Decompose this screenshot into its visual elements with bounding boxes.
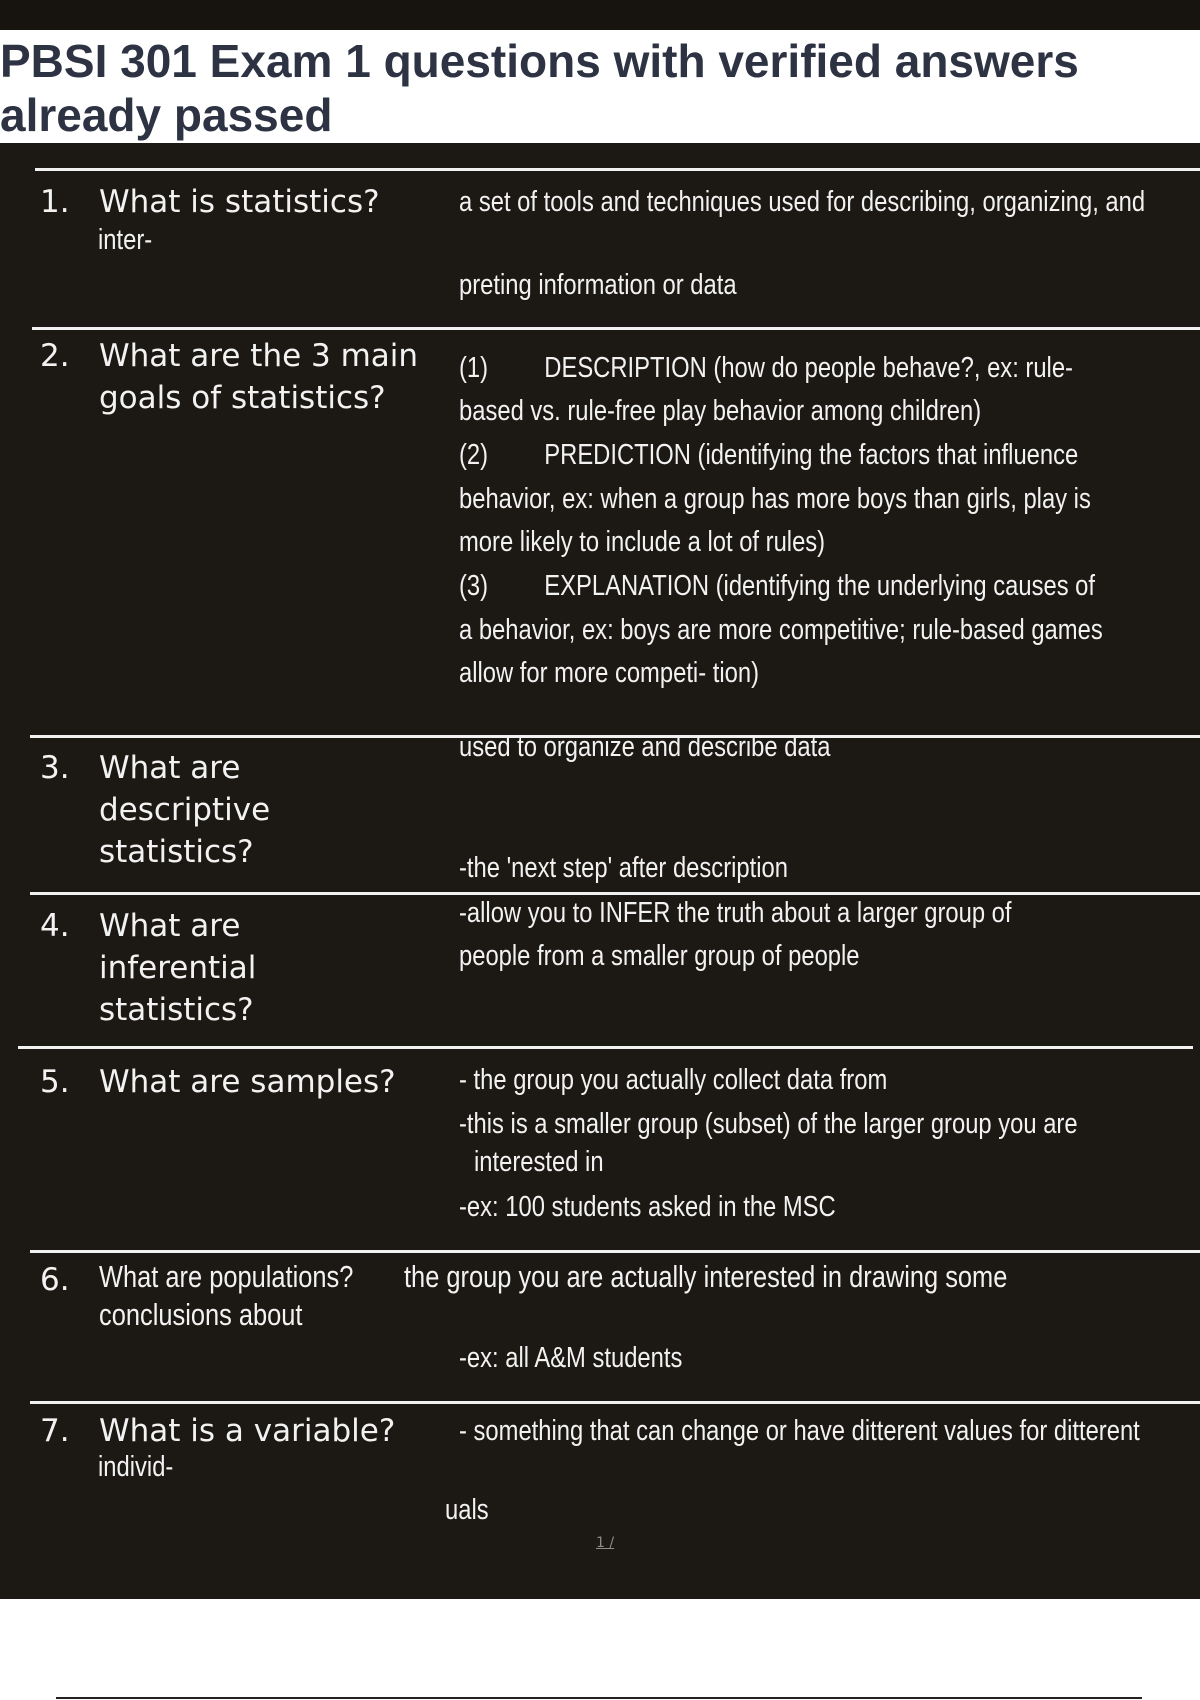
row-divider [30, 892, 1200, 895]
question-number: 3. [40, 750, 70, 786]
goal-number: (2) [459, 439, 489, 471]
answer-line: interested in [474, 1146, 604, 1178]
qa-page [0, 143, 1200, 1599]
answer-line: more likely to include a lot of rules) [459, 526, 826, 558]
question-number: 5. [40, 1064, 70, 1100]
row-divider [32, 327, 1200, 330]
row-divider [35, 168, 1200, 171]
answer-line: preting information or data [459, 269, 737, 301]
question-continuation: individ- [98, 1451, 174, 1483]
answer-line [459, 352, 1073, 385]
answer-line: - something that can change or have ditterent values for ditterent [459, 1415, 1140, 1447]
answer-line: allow for more competi- tion) [459, 657, 759, 689]
question-text: What are descriptive statistics? [99, 750, 271, 870]
question-number: 4. [40, 908, 70, 944]
answer-line: used to organize and describe data [459, 731, 831, 763]
answer-line: -ex: all A&M students [459, 1342, 683, 1374]
answer-line: conclusions about [99, 1297, 303, 1332]
goal-text: PREDICTION (identifying the factors that influence [544, 439, 1079, 471]
page-number: 1 / [596, 1535, 615, 1551]
row-divider [30, 1250, 1200, 1253]
question-number: 1. [40, 184, 70, 220]
question-text: What are inferential statistics? [99, 908, 257, 1028]
answer-line: -this is a smaller group (subset) of the larger group you are [459, 1108, 1078, 1140]
question-text: What are samples? [99, 1064, 396, 1100]
answer-line: -the 'next step' after description [459, 852, 788, 884]
top-strip [0, 0, 1200, 30]
answer-line: people from a smaller group of people [459, 940, 860, 972]
answer-line: behavior, ex: when a group has more boys than girls, play is [459, 483, 1091, 515]
answer-line: -ex: 100 students asked in the MSC [459, 1191, 836, 1223]
question-text: What are the 3 main goals of statistics? [99, 338, 419, 416]
answer-line: a set of tools and techniques used for describing, organizing, and [459, 186, 1146, 218]
question-number: 6. [40, 1262, 70, 1298]
row-divider [18, 1046, 1193, 1049]
answer-line: a behavior, ex: boys are more competitive; rule-based games [459, 614, 1103, 646]
answer-line: uals [445, 1494, 489, 1526]
answer-line: the group you are actually interested in drawing some [404, 1259, 1008, 1294]
question-number: 2. [40, 338, 70, 374]
answer-line [459, 439, 1078, 472]
bottom-rule [56, 1697, 1142, 1699]
goal-text: DESCRIPTION (how do people behave?, ex: rule- [544, 352, 1073, 384]
row-divider [30, 1401, 1200, 1404]
question-text: What is statistics? [99, 184, 380, 220]
goal-number: (1) [459, 352, 489, 384]
goal-text: EXPLANATION (identifying the underlying causes of [544, 570, 1096, 602]
question-number: 7. [40, 1413, 70, 1449]
goal-number: (3) [459, 570, 489, 602]
answer-line: based vs. rule-free play behavior among children) [459, 395, 982, 427]
document-title: PBSI 301 Exam 1 questions with verified answers already passed [0, 30, 1200, 143]
answer-line [459, 570, 1095, 603]
question-text: What are populations? [99, 1259, 354, 1294]
question-text: What is a variable? [99, 1413, 396, 1449]
question-continuation: inter- [98, 224, 153, 256]
answer-line: - the group you actually collect data from [459, 1064, 888, 1096]
answer-line: -allow you to INFER the truth about a larger group of [459, 897, 1012, 929]
